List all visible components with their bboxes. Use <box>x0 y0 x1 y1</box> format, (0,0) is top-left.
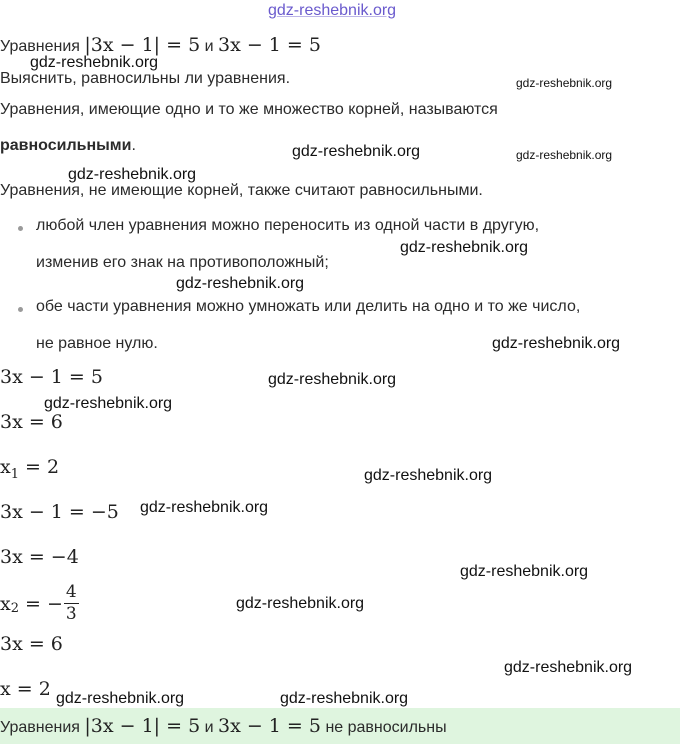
answer-box <box>0 708 680 744</box>
answer-prefix: Уравнения <box>0 719 80 736</box>
watermark: gdz-reshebnik.org <box>516 148 613 162</box>
step-equation-4: 3x = −4 <box>0 546 79 568</box>
root-2-sub: 2 <box>10 601 19 616</box>
step-equation-5: 3x = 6 <box>0 633 63 655</box>
watermark: gdz-reshebnik.org <box>44 395 173 412</box>
bullet1-line1: любой член уравнения можно переносить из одной части в другую, <box>36 217 540 234</box>
root-1-sub: 1 <box>10 466 19 482</box>
answer-suffix: не равносильны <box>325 719 447 736</box>
watermark: gdz-reshebnik.org <box>364 467 493 484</box>
watermark-top[interactable]: gdz-reshebnik.org <box>268 2 397 19</box>
fraction-numerator: 4 <box>65 582 77 602</box>
step-root-3: x = 2 <box>0 678 51 700</box>
definition-term <box>0 137 136 155</box>
watermark: gdz-reshebnik.org <box>280 690 409 707</box>
problem-eq2: 3x − 1 = 5 <box>218 34 321 56</box>
definition-line: Уравнения, имеющие одно и то же множество корней, называются <box>0 101 498 118</box>
step-root-2 <box>0 584 79 623</box>
watermark: gdz-reshebnik.org <box>492 335 621 352</box>
bullet2-line1: обе части уравнения можно умножать или делить на одно и то же число, <box>36 298 581 315</box>
root-2-fraction <box>64 584 79 623</box>
answer-conj: и <box>204 719 214 736</box>
step-root-1 <box>0 456 59 482</box>
problem-prefix: Уравнения <box>0 38 80 55</box>
root-2-eq: = − <box>19 592 63 615</box>
watermark: gdz-reshebnik.org <box>268 371 397 388</box>
watermark: gdz-reshebnik.org <box>460 563 589 580</box>
watermark: gdz-reshebnik.org <box>176 275 305 292</box>
problem-conj: и <box>204 38 214 55</box>
watermark: gdz-reshebnik.org <box>292 143 421 160</box>
step-equation-3: 3x − 1 = −5 <box>0 501 119 523</box>
fraction-denominator: 3 <box>65 604 77 624</box>
answer-text <box>0 715 447 737</box>
bullet-dot <box>18 226 23 231</box>
problem-statement <box>0 34 321 56</box>
problem-task: Выяснить, равносильны ли уравнения. <box>0 70 291 87</box>
bullet-dot <box>18 307 23 312</box>
definition-bold: равносильными <box>0 137 132 154</box>
answer-eq1: |3x − 1| = 5 <box>84 715 201 737</box>
step-equation-2: 3x = 6 <box>0 411 63 433</box>
watermark: gdz-reshebnik.org <box>68 166 197 183</box>
watermark: gdz-reshebnik.org <box>140 499 269 516</box>
answer-eq2: 3x − 1 = 5 <box>218 715 321 737</box>
bullet2-line2: не равное нулю. <box>36 335 158 352</box>
watermark: gdz-reshebnik.org <box>504 659 633 676</box>
bullet1-line2: изменив его знак на противоположный; <box>36 254 329 271</box>
definition-dot: . <box>131 137 136 154</box>
watermark: gdz-reshebnik.org <box>30 54 159 71</box>
watermark: gdz-reshebnik.org <box>56 690 185 707</box>
step-equation-1: 3x − 1 = 5 <box>0 366 103 388</box>
root-2-var: x <box>0 592 11 615</box>
no-roots-line: Уравнения, не имеющие корней, также считают равносильными. <box>0 182 483 199</box>
root-1-value: = 2 <box>19 456 60 478</box>
watermark: gdz-reshebnik.org <box>516 76 613 90</box>
watermark: gdz-reshebnik.org <box>400 239 529 256</box>
problem-eq1: |3x − 1| = 5 <box>84 34 201 56</box>
watermark: gdz-reshebnik.org <box>236 595 365 612</box>
root-1-var: x <box>0 456 11 478</box>
